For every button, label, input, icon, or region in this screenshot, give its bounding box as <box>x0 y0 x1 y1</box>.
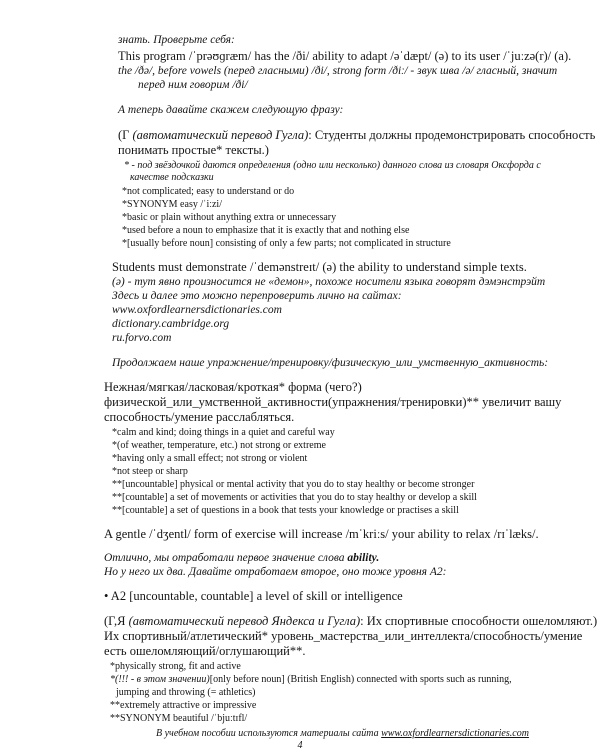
definition-line: **SYNONYM beautiful /ˈbjuːtɪfl/ <box>110 713 248 724</box>
asterisk-note: * - под звёздочкой даются определения (одно или несколько) данного слова из словаря Оксфорда с <box>124 160 541 171</box>
definition-line: *not steep or sharp <box>112 466 188 477</box>
asterisk-note-cont: качестве подсказки <box>130 172 214 183</box>
definition-line: *(of weather, temperature, etc.) not strong or extreme <box>112 440 326 451</box>
definition-line: **[countable] a set of movements or activities that you do to stay healthy or develop a skill <box>112 492 477 503</box>
definition-line: *physically strong, fit and active <box>110 661 241 672</box>
definition-line: *basic or plain without anything extra or unnecessary <box>122 212 337 223</box>
footer-link[interactable]: www.oxfordlearnersdictionaries.com <box>381 728 529 739</box>
definition-line: *used before a noun to emphasize that it is exactly that and nothing else <box>122 225 410 236</box>
pronunciation-remark: (ə) - тут явно произносится не «демон», похоже носители языка говорят дэмэнстрэйт <box>112 276 546 288</box>
section-heading-phrase: А теперь давайте скажем следующую фразу: <box>118 104 344 116</box>
article-pronunciation-note: the /ðə/, before vowels (перед гласными) /ði/, strong form /ðiː/ - звук шва /ə/ гласный, значит <box>118 65 558 77</box>
section-heading-ability-cont: Но у него их два. Давайте отработаем второе, оно тоже уровня А2: <box>104 566 447 578</box>
translation-yandex-google: (Г,Я (автоматический перевод Яндекса и Гугла): Их спортивные способности ошеломляют.) <box>104 614 598 628</box>
translation-google: (Г (автоматический перевод Гугла): Студенты должны продемонстрировать способность <box>118 128 596 142</box>
definition-line: *SYNONYM easy /ˈiːzi/ <box>122 199 222 210</box>
definition-line: jumping and throwing (= athletics) <box>116 687 256 698</box>
translation-line: есть ошеломляющий/оглушающий**. <box>104 644 306 658</box>
site-link-cambridge: dictionary.cambridge.org <box>112 318 230 330</box>
definition-line: **extremely attractive or impressive <box>110 700 257 711</box>
article-pronunciation-note-cont: перед ним говорим /ði/ <box>138 79 248 91</box>
translation-line: Нежная/мягкая/ласковая/кроткая* форма (чего?) <box>104 380 362 394</box>
site-link-oxford: www.oxfordlearnersdictionaries.com <box>112 304 282 316</box>
intro-line: знать. Проверьте себя: <box>118 34 235 46</box>
definition-line: *not complicated; easy to understand or do <box>122 186 295 197</box>
section-heading-ability: Отлично, мы отработали первое значение слова ability. <box>104 552 380 564</box>
example-sentence-program: This program /ˈprəʊɡræm/ has the /ði/ ability to adapt /əˈdæpt/ (ə) to its user /ˈjuːzə(r)/ (a). <box>118 49 572 63</box>
example-sentence-gentle: A gentle /ˈdʒentl/ form of exercise will increase /mˈkriːs/ your ability to relax /rɪˈlæks/. <box>104 527 539 541</box>
translation-line: физической_или_умственной_активности(упражнения/тренировки)** увеличит вашу <box>104 395 562 409</box>
translation-line: Их спортивный/атлетический* уровень_мастерства_или_интеллекта/способность/умение <box>104 629 583 643</box>
definition-line: **[uncountable] physical or mental activity that you do to stay healthy or become stronger <box>112 479 475 490</box>
definition-line: *having only a small effect; not strong or violent <box>112 453 308 464</box>
translation-line: способность/умение расслабляться. <box>104 410 295 424</box>
translation-google-cont: понимать простые* тексты.) <box>118 143 269 157</box>
site-link-forvo: ru.forvo.com <box>112 332 172 344</box>
definition-line: *calm and kind; doing things in a quiet and careful way <box>112 427 335 438</box>
definition-line: *[usually before noun] consisting of only a few parts; not complicated in structure <box>122 238 451 249</box>
sense-a2: • A2 [uncountable, countable] a level of skill or intelligence <box>104 589 403 603</box>
example-sentence-students: Students must demonstrate /ˈdemənstreɪt/ (ə) the ability to understand simple texts. <box>112 260 527 274</box>
check-sites-note: Здесь и далее это можно перепроверить лично на сайтах: <box>112 290 402 302</box>
page-number: 4 <box>297 740 303 751</box>
section-heading-exercise: Продолжаем наше упражнение/тренировку/физическую_или_умственную_активность: <box>112 357 549 369</box>
footer-note: В учебном пособии используются материалы сайта www.oxfordlearnersdictionaries.com <box>156 728 529 739</box>
definition-line: **[countable] a set of questions in a book that tests your knowledge or practises a skill <box>112 505 459 516</box>
definition-line: *(!!! - в этом значении)[only before noun] (British English) connected with sports such as running, <box>110 674 512 685</box>
